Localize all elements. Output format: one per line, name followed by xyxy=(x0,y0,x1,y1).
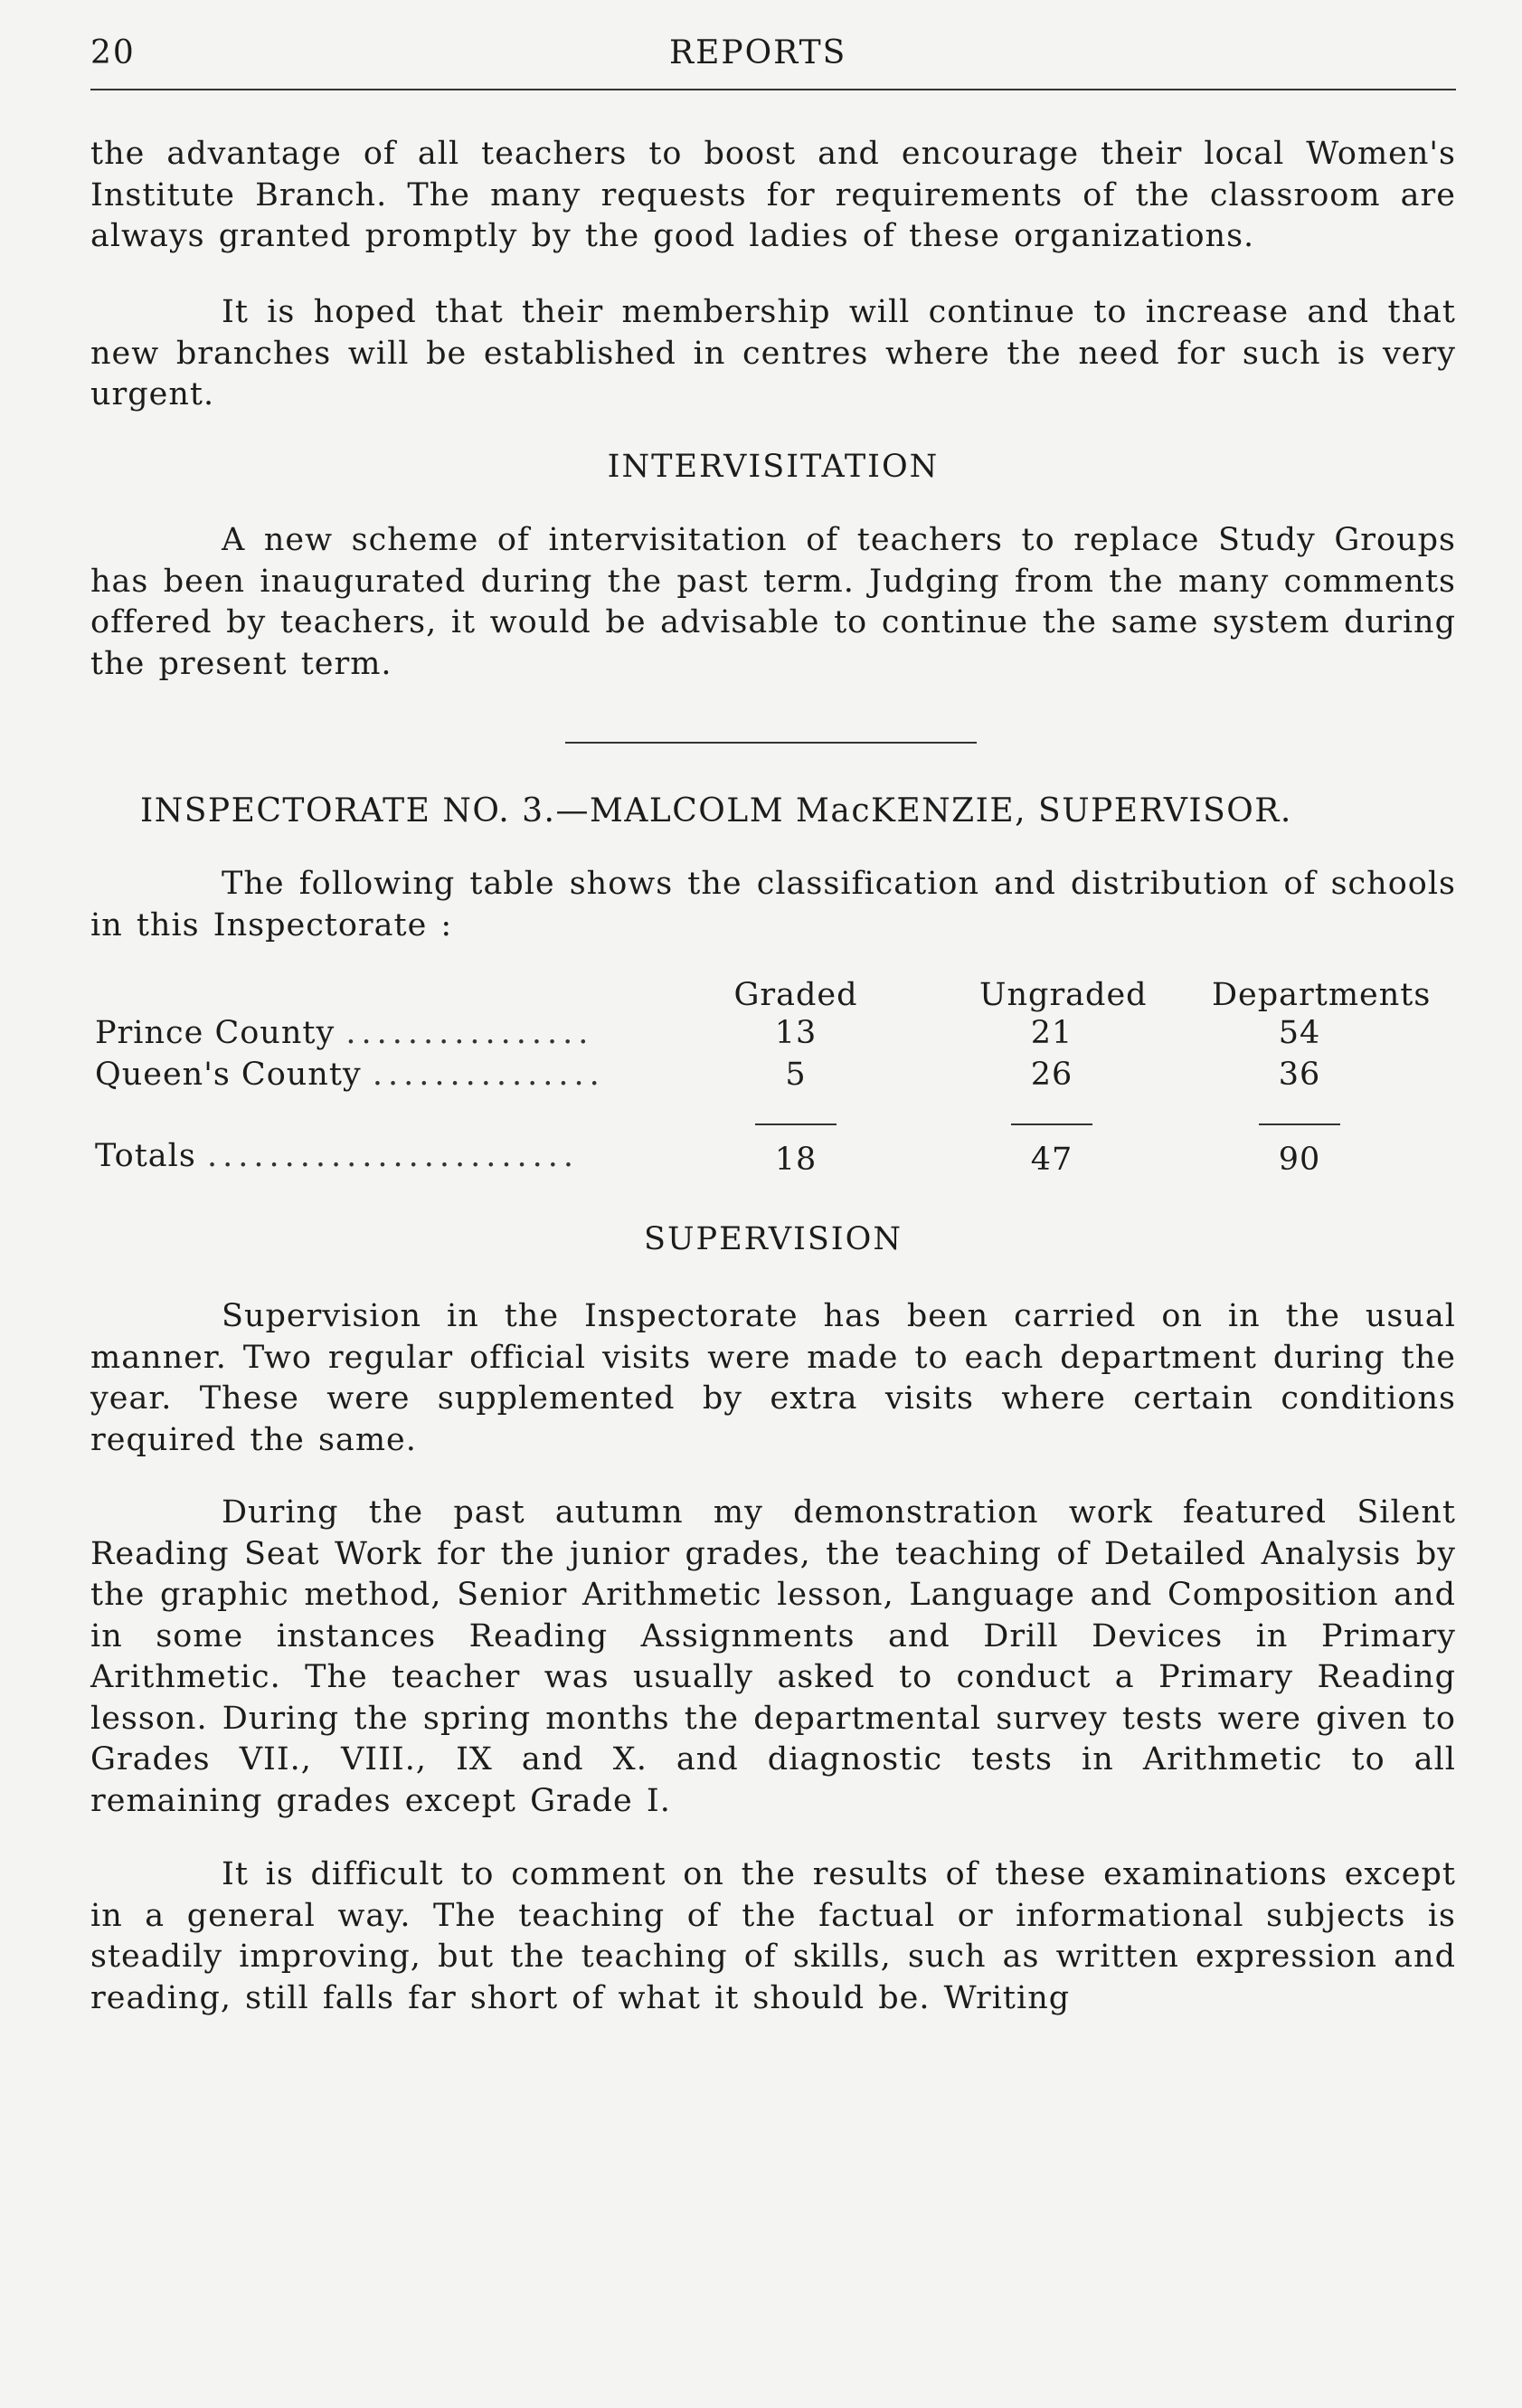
column-header-ungraded: Ungraded xyxy=(979,977,1148,1013)
page-header xyxy=(90,34,1456,80)
paragraph-2-text: It is hoped that their membership will continue to increase and that new branches will be established in centres where the need for such is very urgent. xyxy=(90,294,1456,412)
paragraph-2 xyxy=(90,292,1456,416)
paragraph-4-text: The following table shows the classification and distribution of schools in this Inspectorate : xyxy=(90,866,1456,943)
paragraph-3 xyxy=(90,520,1456,685)
total-rule-departments xyxy=(1259,1123,1340,1125)
cell-queens-ungraded: 26 xyxy=(1030,1057,1073,1093)
paragraph-7-text: It is difficult to comment on the results of these examinations except in a general way. The teaching of the factual or informational subjects is steadily improving, but the teaching of skills, such as written expression and reading, still falls far short of what it should be. Writing xyxy=(90,1856,1456,2016)
paragraph-1-text: the advantage of all teachers to boost and encourage their local Women's Institute Branch. The many requests for requirements of the classroom are always granted promptly by the good ladies of these organizations. xyxy=(90,136,1456,254)
schools-table xyxy=(90,977,1456,1194)
running-title: REPORTS xyxy=(669,34,847,71)
paragraph-4 xyxy=(90,864,1456,946)
row-label-queens-county: Queen's County ............... xyxy=(95,1057,605,1093)
page-number: 20 xyxy=(90,34,136,71)
row-label-prince-county: Prince County ................ xyxy=(95,1015,594,1051)
row-label-totals: Totals ........................ xyxy=(95,1138,579,1174)
paragraph-3-text: A new scheme of intervisitation of teachers to replace Study Groups has been inaugurated during the past term. Judging from the many comments offered by teachers, it would be advisable to continue the same system during the present term. xyxy=(90,522,1456,682)
cell-total-graded: 18 xyxy=(774,1142,818,1178)
paragraph-5 xyxy=(90,1296,1456,1461)
column-header-graded: Graded xyxy=(733,977,858,1013)
heading-supervision: SUPERVISION xyxy=(644,1221,903,1257)
heading-inspectorate: INSPECTORATE NO. 3.—MALCOLM MacKENZIE, SUPERVISOR. xyxy=(140,792,1292,830)
section-divider xyxy=(565,742,977,744)
paragraph-5-text: Supervision in the Inspectorate has been carried on in the usual manner. Two regular official visits were made to each department during the year. These were supplemented by extra visits where certain conditions required the same. xyxy=(90,1298,1456,1458)
column-header-departments: Departments xyxy=(1212,977,1432,1013)
header-divider xyxy=(90,89,1456,90)
total-rule-graded xyxy=(755,1123,837,1125)
cell-total-ungraded: 47 xyxy=(1030,1142,1073,1178)
cell-prince-ungraded: 21 xyxy=(1030,1015,1073,1051)
heading-intervisitation: INTERVISITATION xyxy=(607,449,940,485)
total-rule-ungraded xyxy=(1011,1123,1092,1125)
paragraph-6 xyxy=(90,1493,1456,1822)
paragraph-7 xyxy=(90,1854,1456,2019)
paragraph-1 xyxy=(90,134,1456,258)
cell-prince-graded: 13 xyxy=(774,1015,818,1051)
cell-prince-departments: 54 xyxy=(1278,1015,1321,1051)
paragraph-6-text: During the past autumn my demonstration work featured Silent Reading Seat Work for the junior grades, the teaching of Detailed Analysis by the graphic method, Senior Arithmetic lesson, Language and Composition and in some instances Reading Assignments and Drill Devices in Primary Arithmetic. The teacher was usually asked to conduct a Primary Reading lesson. During the spring months the departmental survey tests were given to Grades VII., VIII., IX and X. and diagnostic tests in Arithmetic to all remaining grades except Grade I. xyxy=(90,1494,1456,1819)
cell-queens-departments: 36 xyxy=(1278,1057,1321,1093)
cell-total-departments: 90 xyxy=(1278,1142,1321,1178)
cell-queens-graded: 5 xyxy=(785,1057,807,1093)
